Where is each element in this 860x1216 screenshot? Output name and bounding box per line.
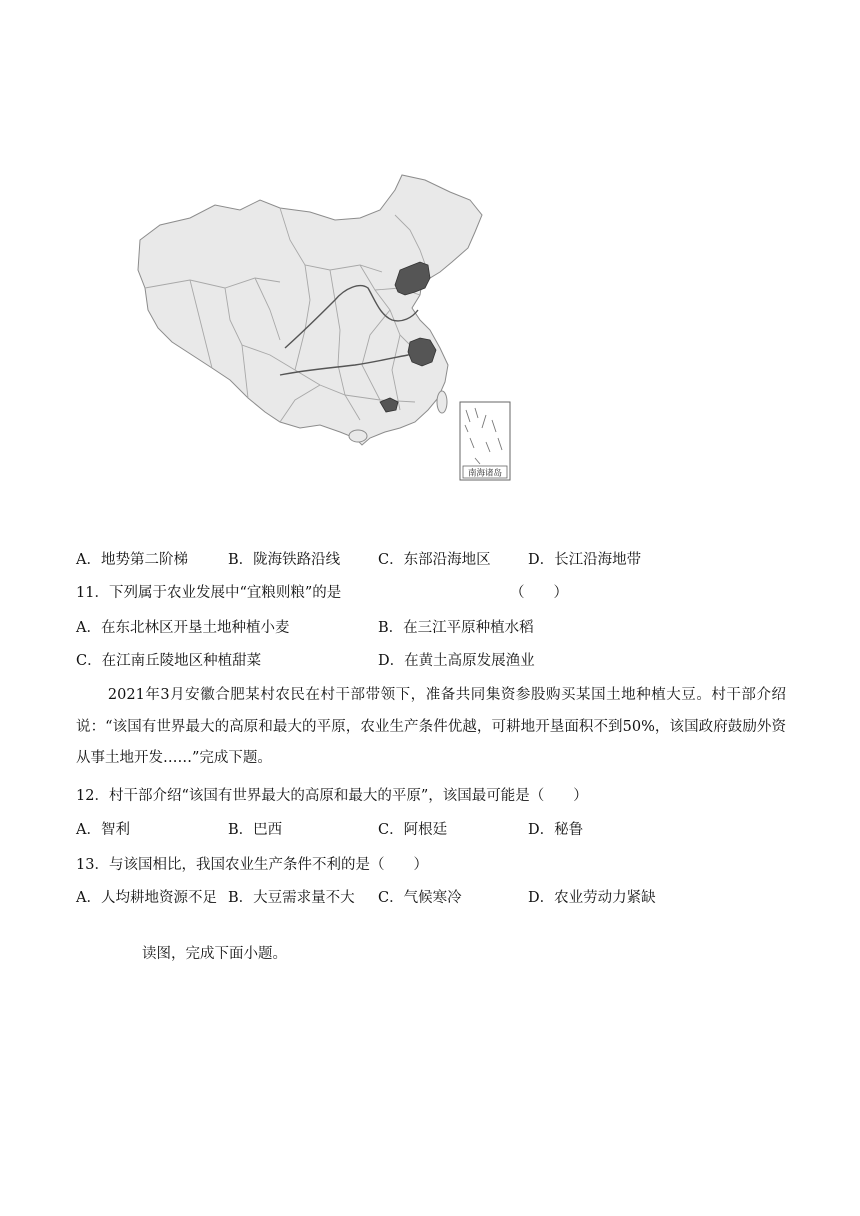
q13-option-c: C．气候寒冷	[378, 890, 462, 906]
taiwan-island	[437, 391, 447, 413]
inset-label: 南海诸岛	[467, 468, 503, 479]
q11-option-a: A．在东北林区开垦土地种植小麦	[76, 620, 290, 636]
q12-option-d: D．秘鲁	[528, 822, 584, 838]
q10-option-b: B．陇海铁路沿线	[228, 552, 341, 568]
q13-stem: 13．与该国相比，我国农业生产条件不利的是（ ）	[76, 857, 428, 873]
q10-option-d: D．长江沿海地带	[528, 552, 642, 568]
q13-option-b: B．大豆需求量不大	[228, 890, 355, 906]
q10-option-a: A．地势第二阶梯	[76, 552, 188, 568]
q13-option-d: D．农业劳动力紧缺	[528, 890, 656, 906]
q12-option-a: A．智利	[76, 822, 130, 838]
hainan-island	[349, 430, 367, 442]
q11-option-b: B．在三江平原种植水稻	[378, 620, 534, 636]
q12-option-c: C．阿根廷	[378, 822, 448, 838]
q12-stem: 12．村干部介绍“该国有世界最大的高原和最大的平原”，该国最可能是（ ）	[76, 788, 588, 804]
china-map-figure	[130, 170, 515, 482]
south-china-sea-inset	[460, 402, 510, 480]
q13-option-a: A．人均耕地资源不足	[76, 890, 217, 906]
china-outline	[138, 175, 482, 445]
q11-stem: 11．下列属于农业发展中“宜粮则粮”的是	[76, 585, 342, 601]
q12-option-b: B．巴西	[228, 822, 283, 838]
q11-option-c: C．在江南丘陵地区种植甜菜	[76, 653, 262, 669]
q10-option-c: C．东部沿海地区	[378, 552, 491, 568]
q11-option-d: D．在黄土高原发展渔业	[378, 653, 535, 669]
reading-passage: 2021年3月安徽合肥某村农民在村干部带领下，准备共同集资参股购买某国土地种植大豆。村干部介绍说：“该国有世界最大的高原和最大的平原，农业生产条件优越，可耕地开垦面积不到50%，该国政府鼓励外资从事土地开发……”完成下题。	[76, 687, 786, 766]
q11-answer-paren: （ ）	[510, 585, 568, 601]
section-instruction: 读图，完成下面小题。	[142, 946, 287, 962]
